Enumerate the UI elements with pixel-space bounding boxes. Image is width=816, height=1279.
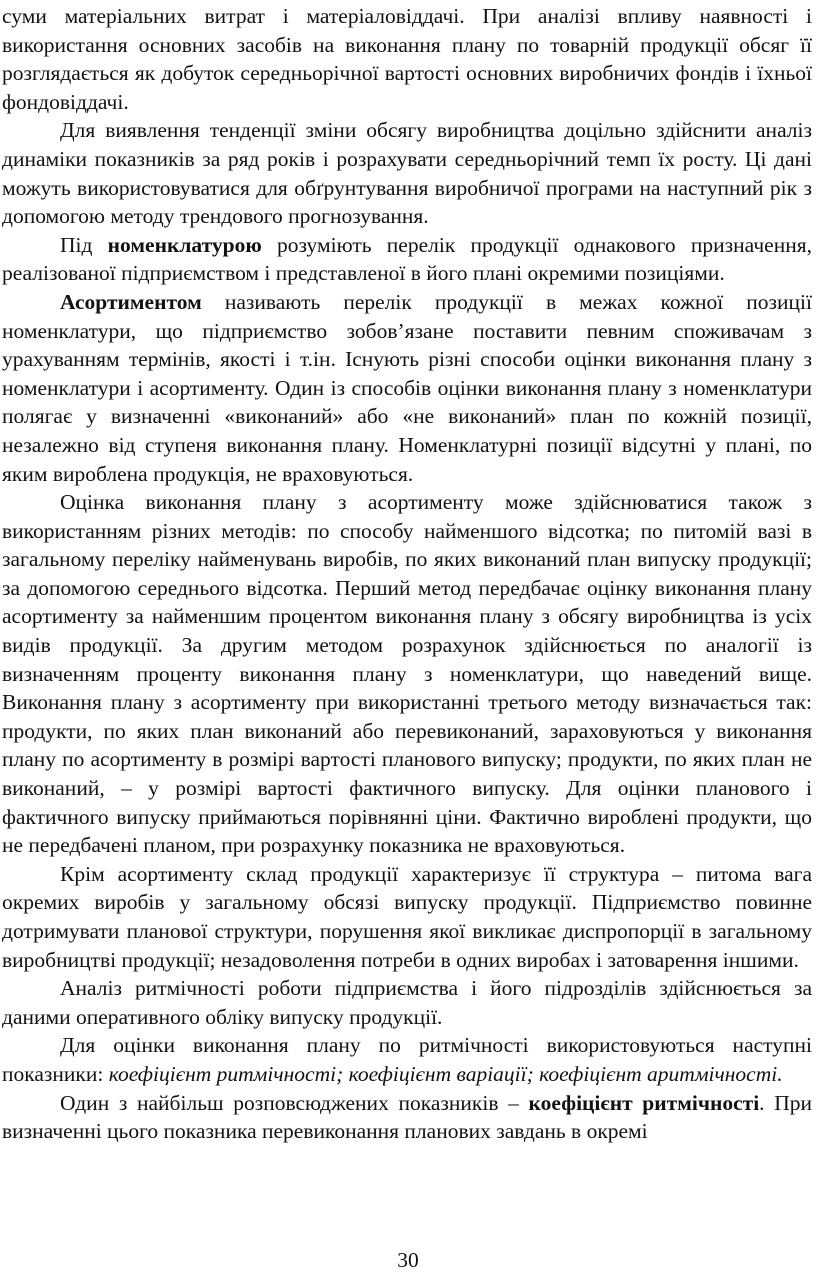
- text-run: Для оцінки виконання плану по ритмічності використовуються наступні показники:: [2, 1033, 812, 1086]
- text-run: називають перелік продукції в межах кожної позиції номенклатури, що підприємство зобов’язане поставити певним споживачам з урахуванням термінів, якості і т.ін. Існують різні способи оцінки виконання плану з номенклатури і асортименту. Один із способів оцінки виконання плану з номенклатури полягає у визначенні «виконаний» або «не виконаний» план по кожній позиції, незалежно від ступеня виконання плану. Номенклатурні позиції відсутні у плані, по яким вироблена продукція, не враховуються.: [2, 289, 812, 486]
- paragraph: [2, 231, 812, 288]
- text-run: Крім асортименту склад продукції характеризує її структура – питома вага окремих виробів у загальному обсязі випуску продукції. Підприємство повинне дотримувати планової структури, порушення якої викликає диспропорції в загальному виробництві продукції; незадоволення потреби в одних виробах і затоварення іншими.: [2, 861, 812, 972]
- paragraph: [2, 1031, 812, 1088]
- text-run: Під: [60, 232, 108, 257]
- bold-term: Асортиментом: [60, 289, 202, 314]
- text-run: . При визначенні цього показника перевиконання планових завдань в окремі: [2, 1090, 812, 1144]
- text-run: Оцінка виконання плану з асортименту може здійснюватися також з використанням різних методів: по способу найменшого відсотка; по питомій вазі в загальному переліку найменувань виробів, по яких виконаний план випуску продукції; за допомогою середнього відсотка. Перший метод передбачає оцінку виконання плану асортименту за найменшим процентом виконання плану з обсягу виробництва із усіх видів продукції. За другим методом розрахунок здійснюється по аналогії із визначенням проценту виконання плану з номенклатури, що наведений вище. Виконання плану з асортименту при використанні третього методу визначається так: продукти, по яких план виконаний або перевиконаний, зараховуються у виконання плану по асортименту в розмірі вартості планового випуску; продукти, по яких план не виконаний, – у розмірі вартості фактичного випуску. Для оцінки планового і фактичного випуску приймаються порівнянні ціни. Фактично вироблені продукти, що не передбачені планом, при розрахунку показника не враховуються.: [2, 490, 812, 858]
- paragraph: [2, 116, 812, 230]
- bold-term: коефіцієнт ритмічності: [528, 1090, 760, 1115]
- text-run: розуміють перелік продукції однакового призначення, реалізованої підприємством і представленої в його плані окремими позиціями.: [2, 232, 812, 286]
- text-run: Для виявлення тенденції зміни обсягу виробництва доцільно здійснити аналіз динаміки показників за ряд років і розрахувати середньорічний темп їх росту. Ці дані можуть використовуватися для обґрунтування виробничої програми на наступний рік з допомогою методу трендового прогнозування.: [2, 118, 812, 229]
- body-text: [2, 2, 812, 1146]
- text-run: суми матеріальних витрат і матеріаловіддачі. При аналізі впливу наявності і використання основних засобів на виконання плану по товарній продукції обсяг її розглядається як добуток середньорічної вартості основних виробничих фондів і їхньої фондовіддачі.: [2, 4, 812, 114]
- paragraph: [2, 288, 812, 488]
- italic-terms: коефіцієнт ритмічності; коефіцієнт варіації; коефіцієнт аритмічності.: [108, 1061, 783, 1086]
- paragraph: [2, 1089, 812, 1146]
- paragraph: [2, 974, 812, 1031]
- page-number: 30: [397, 1248, 419, 1272]
- bold-term: номенклатурою: [107, 232, 262, 257]
- paragraph: [2, 860, 812, 974]
- text-run: Аналіз ритмічності роботи підприємства і його підрозділів здійснюється за даними оперативного обліку випуску продукції.: [2, 976, 812, 1029]
- paragraph: [2, 2, 812, 116]
- text-run: Один з найбільш розповсюджених показників –: [60, 1090, 529, 1115]
- paragraph: [2, 488, 812, 860]
